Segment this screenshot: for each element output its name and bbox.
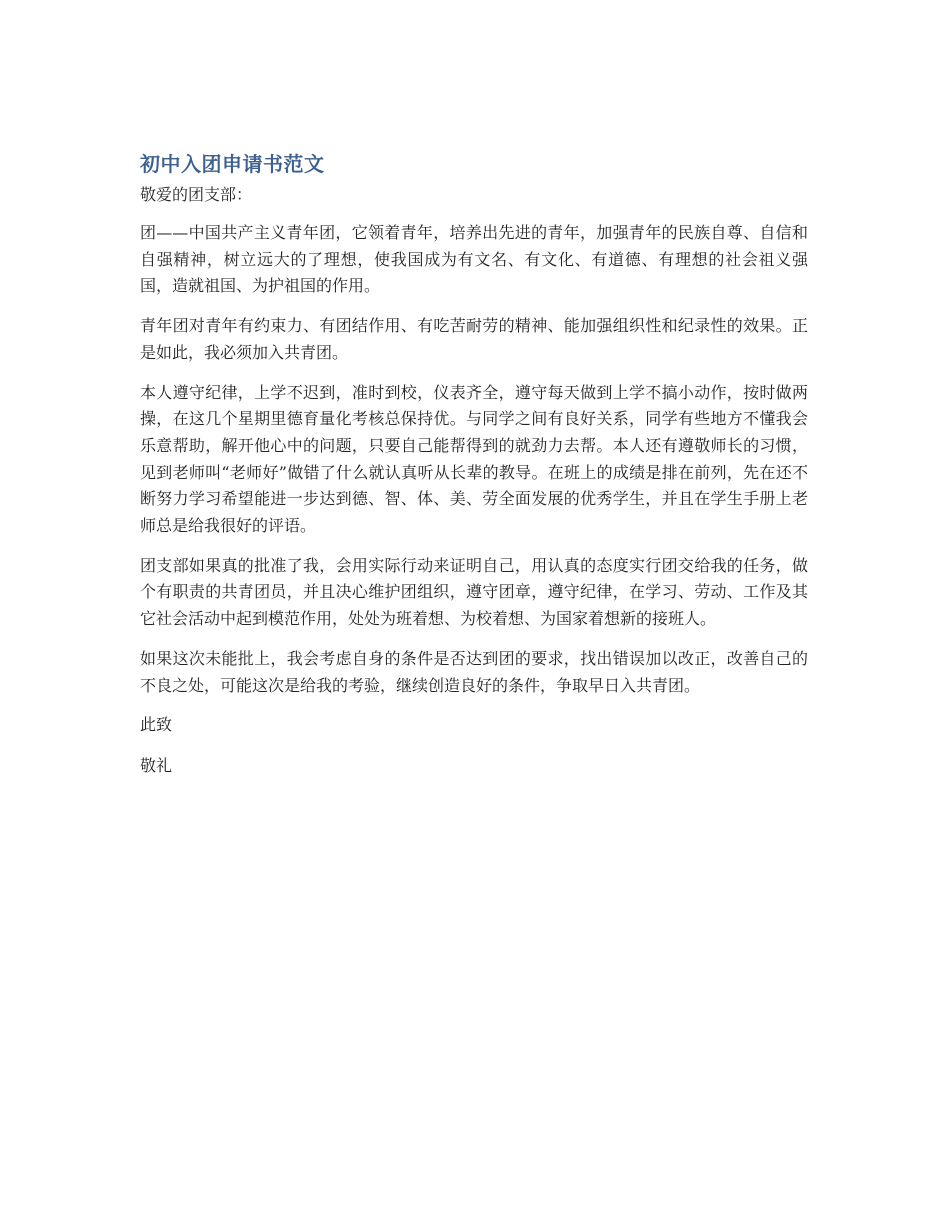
document-title: 初中入团申请书范文 [140, 152, 325, 176]
closing-greeting: 此致 [140, 715, 173, 735]
closing-salute: 敬礼 [140, 756, 173, 776]
paragraph: 团支部如果真的批准了我，会用实际行动来证明自己，用认真的态度实行团交给我的任务，做个有职责的共青团员，并且决心维护团组织，遵守团章，遵守纪律，在学习、劳动、工作及其它社会活动中起到模范作用，处处为班着想、为校着想、为国家着想新的接班人。 [140, 555, 808, 629]
salutation: 敬爱的团支部： [140, 185, 253, 204]
paragraph: 团——中国共产主义青年团，它领着青年，培养出先进的青年，加强青年的民族自尊、自信和自强精神，树立远大的了理想，使我国成为有文名、有文化、有道德、有理想的社会祖义强国，造就祖国、为护祖国的作用。 [140, 223, 808, 296]
paragraph: 青年团对青年有约束力、有团结作用、有吃苦耐劳的精神、能加强组织性和纪录性的效果。正是如此，我必须加入共青团。 [140, 316, 808, 362]
paragraph: 本人遵守纪律，上学不迟到，准时到校，仪表齐全，遵守每天做到上学不搞小动作，按时做两操，在这几个星期里德育量化考核总保持优。与同学之间有良好关系，同学有些地方不懂我会乐意帮助，解开他心中的问题，只要自己能帮得到的就劲力去帮。本人还有遵敬师长的习惯，见到老师叫“老师好”做错了什么就认真听从长辈的教导。在班上的成绩是排在前列，先在还不断努力学习希望能进一步达到德、智、体、美、劳全面发展的优秀学生，并且在学生手册上老师总是给我很好的评语。 [140, 382, 808, 536]
document-body [140, 150, 808, 794]
paragraph: 如果这次未能批上，我会考虑自身的条件是否达到团的要求，找出错误加以改正，改善自己的不良之处，可能这次是给我的考验，继续创造良好的条件，争取早日入共青团。 [140, 648, 808, 695]
